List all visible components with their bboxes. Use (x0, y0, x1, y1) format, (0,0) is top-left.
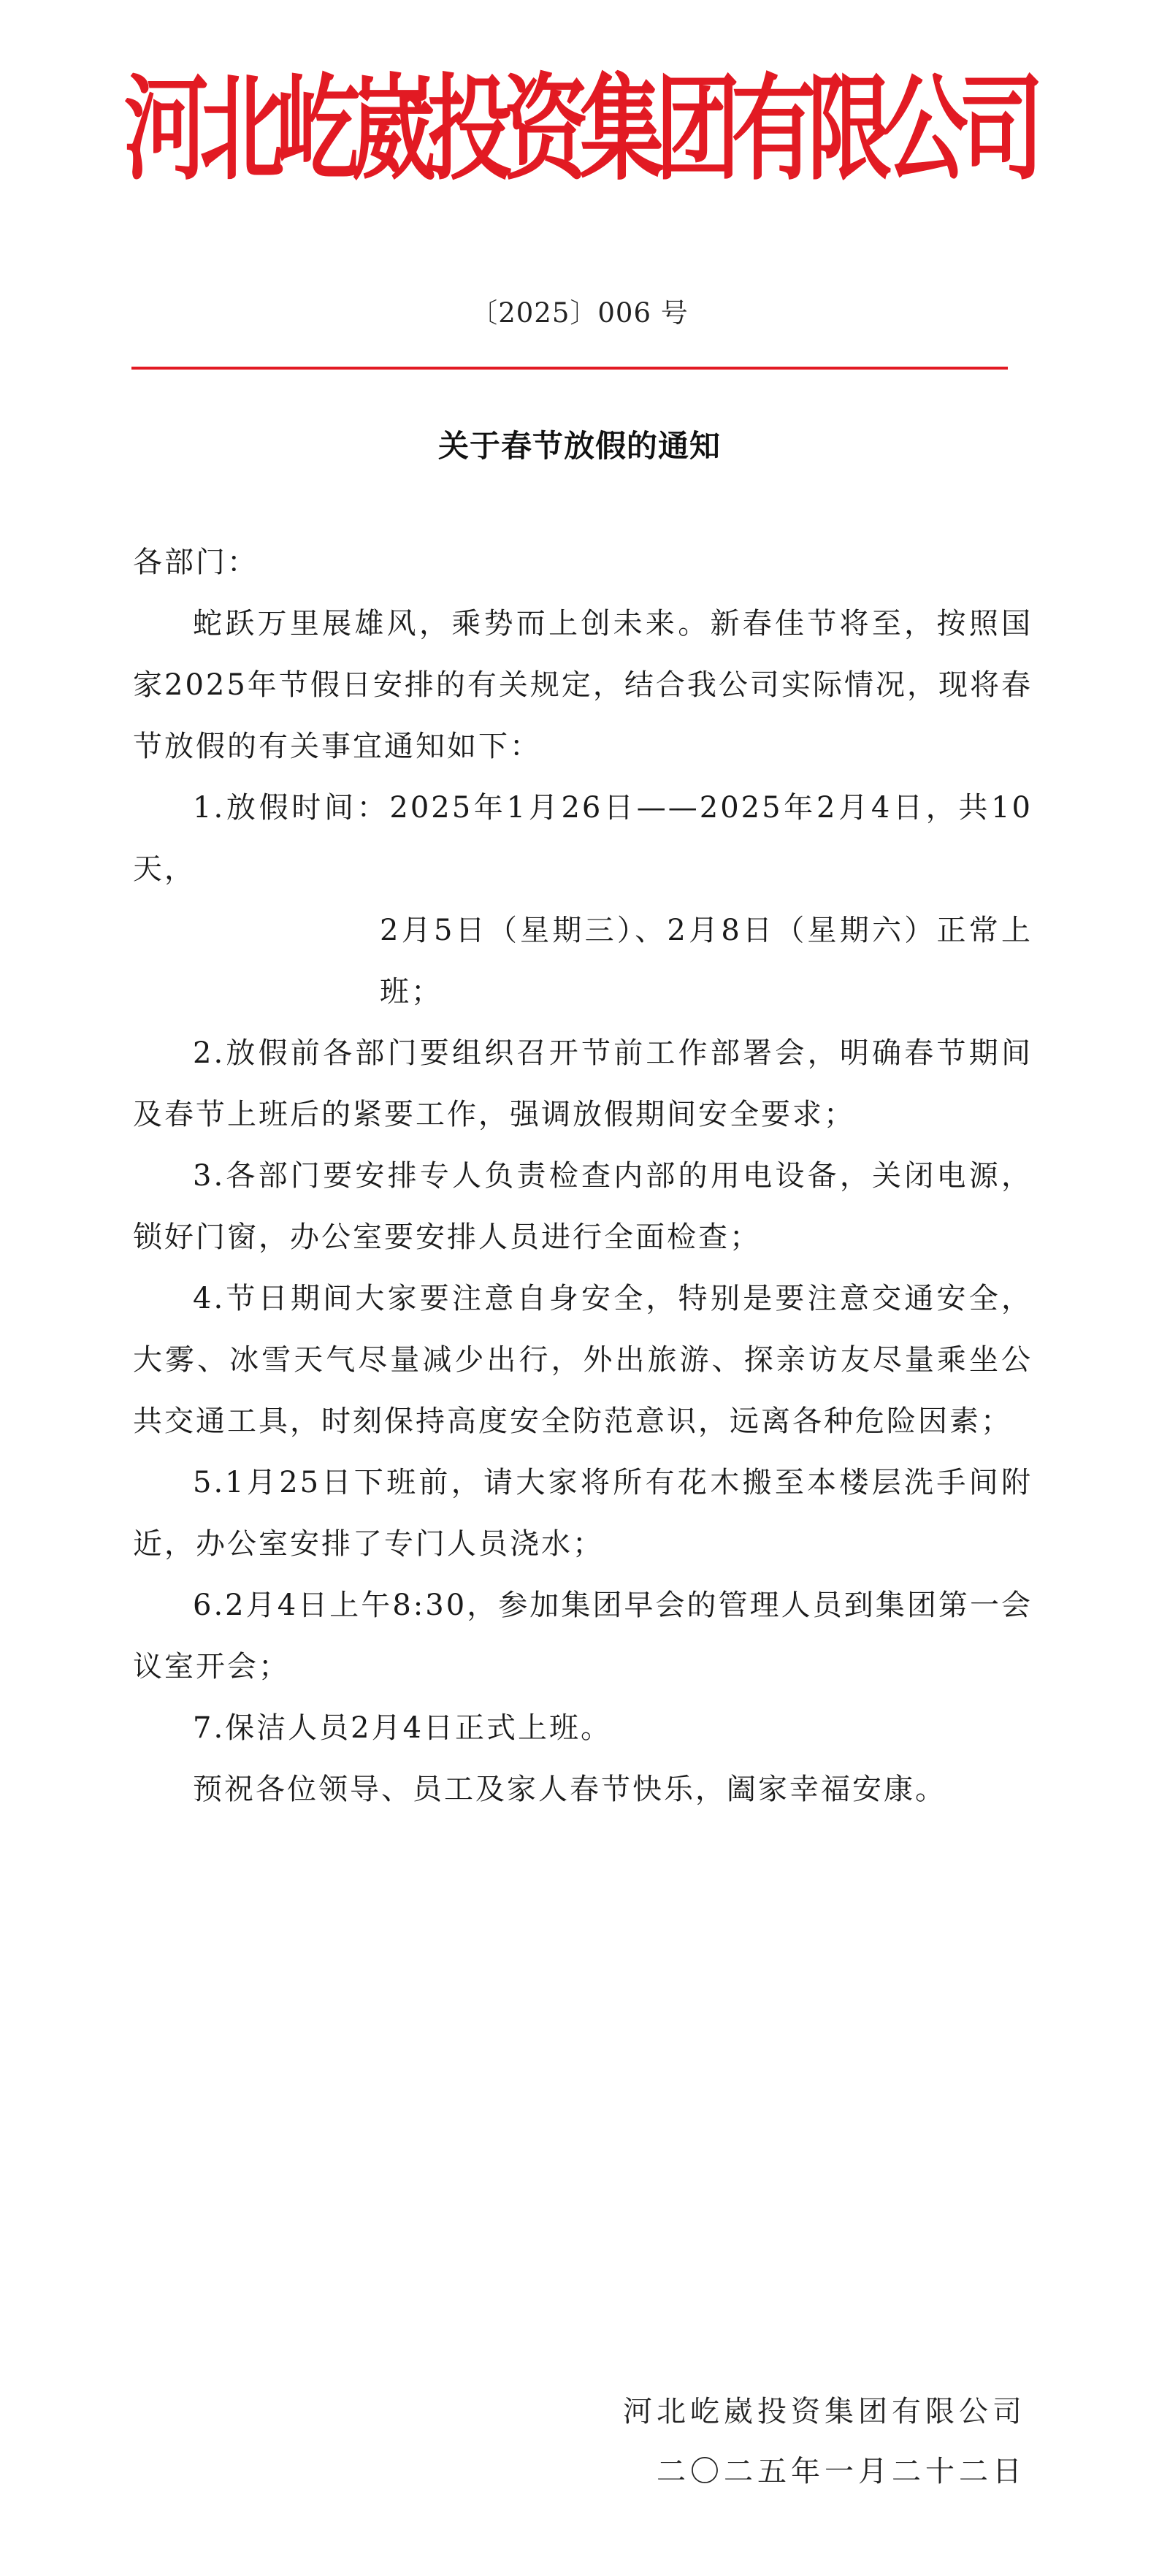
salutation: 各部门： (133, 546, 259, 579)
red-divider-line (131, 367, 1008, 370)
document-number: 〔2025〕006 号 (470, 297, 689, 329)
intro-paragraph: 蛇跃万里展雄风，乘势而上创未来。新春佳节将至，按照国家2025年节假日安排的有关规定，结合我公司实际情况，现将春节放假的有关事宜通知如下： (133, 607, 1033, 763)
list-item-7: 7.保洁人员2月4日正式上班。 (193, 1711, 613, 1745)
list-item-4: 4.节日期间大家要注意自身安全，特别是要注意交通安全，大雾、冰雪天气尽量减少出行，外出旅游、探亲访友尽量乘坐公共交通工具，时刻保持高度安全防范意识，远离各种危险因素； (133, 1282, 1033, 1438)
company-letterhead: 河北屹崴投资集团有限公司 (123, 63, 1036, 196)
list-item-5: 5.1月25日下班前，请大家将所有花木搬至本楼层洗手间附近，办公室安排了专门人员浇水； (133, 1466, 1033, 1561)
list-item-1-continuation: 2月5日（星期三）、2月8日（星期六）正常上班； (380, 914, 1033, 1009)
notice-body (133, 532, 1033, 1820)
list-item-1: 1.放假时间：2025年1月26日——2025年2月4日，共10天， (133, 791, 1033, 886)
closing-paragraph: 预祝各位领导、员工及家人春节快乐，阖家幸福安康。 (193, 1773, 946, 1806)
list-item-3: 3.各部门要安排专人负责检查内部的用电设备，关闭电源，锁好门窗，办公室要安排人员进行全面检查； (133, 1159, 1033, 1254)
list-item-6: 6.2月4日上午8:30，参加集团早会的管理人员到集团第一会议室开会； (133, 1589, 1033, 1683)
notice-title: 关于春节放假的通知 (437, 428, 721, 464)
list-item-2: 2.放假前各部门要组织召开节前工作部署会，明确春节期间及春节上班后的紧要工作，强调放假期间安全要求； (133, 1036, 1033, 1131)
signature-company: 河北屹崴投资集团有限公司 (623, 2395, 1026, 2428)
signature-date: 二〇二五年一月二十二日 (657, 2455, 1026, 2488)
